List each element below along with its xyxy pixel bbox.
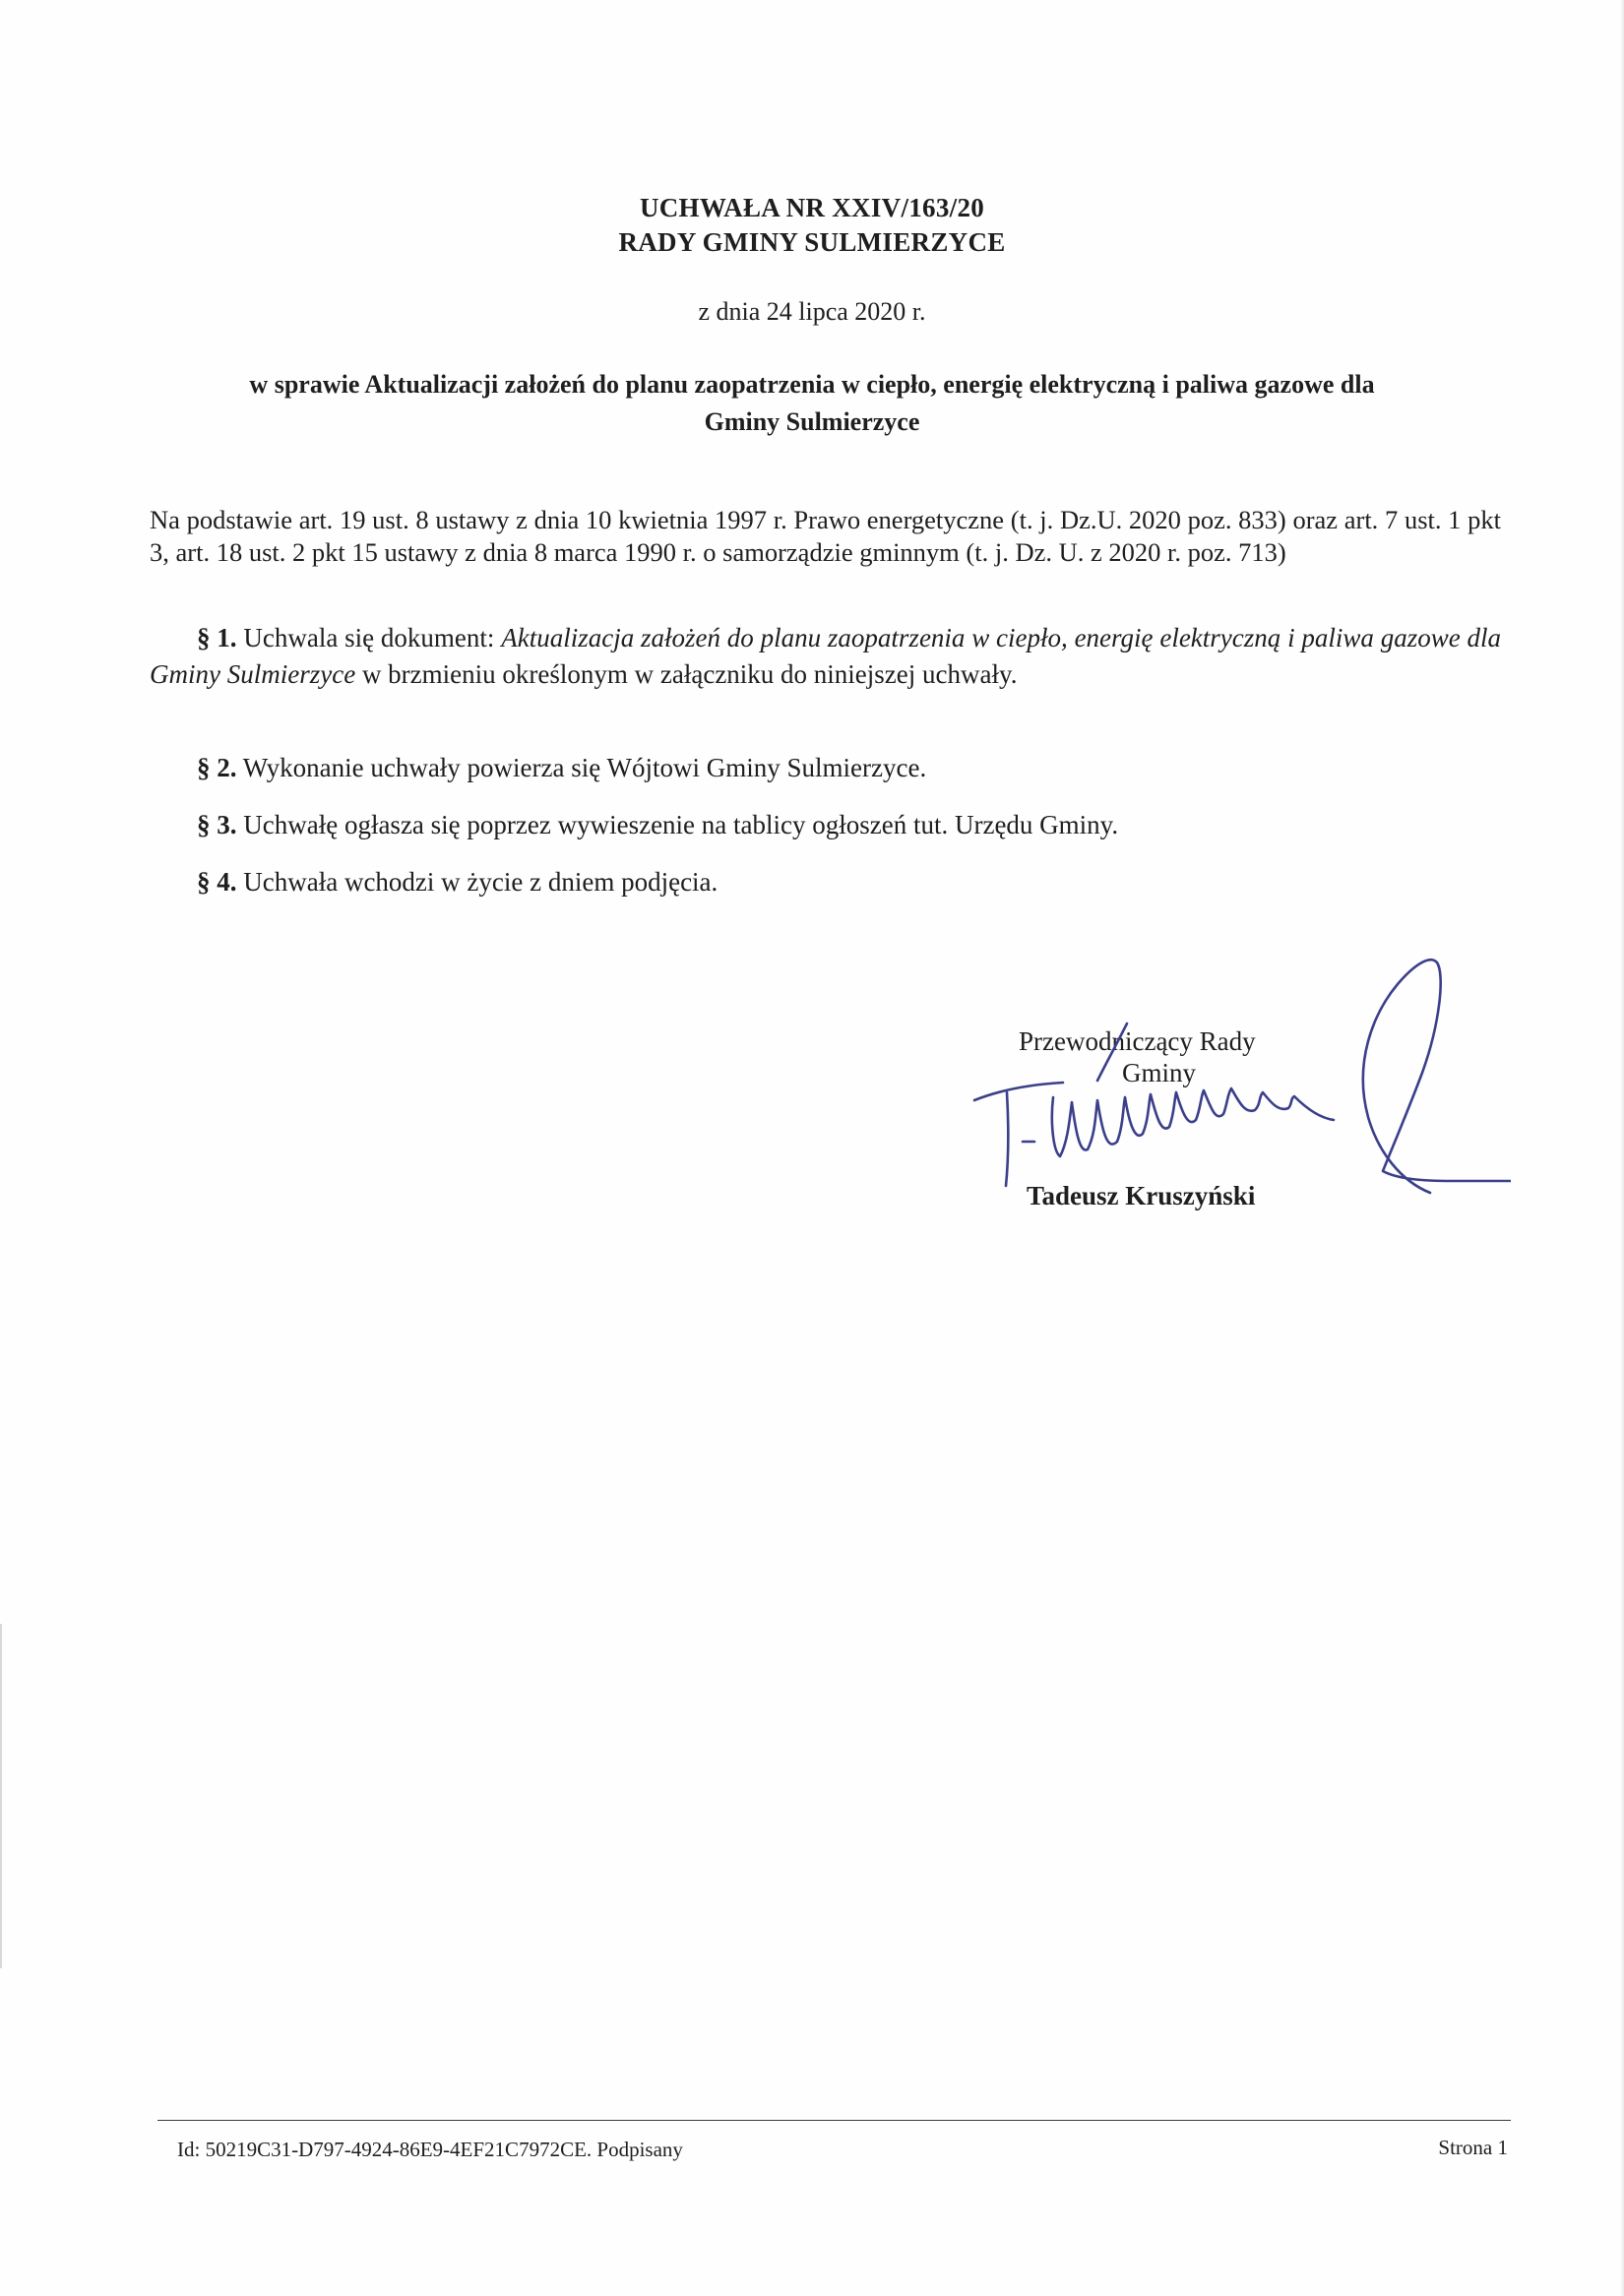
paragraph-text: Uchwałę ogłasza się poprzez wywieszenie na tablicy ogłoszeń tut. Urzędu Gminy. <box>236 810 1119 839</box>
paragraph-1 <box>150 620 1501 693</box>
paragraph-symbol: § 2. <box>197 753 237 782</box>
document-title-italic: Aktualizacja założeń do planu zaopatrzenia w ciepło, energię elektryczną i paliwa gazowe dla Gminy Sulmierzyce <box>150 623 1502 689</box>
signature-scribble <box>1052 1088 1334 1156</box>
title-line-1: UCHWAŁA NR XXIV/163/20 <box>639 193 985 222</box>
title-line-2: RADY GMINY SULMIERZYCE <box>618 227 1006 257</box>
paragraph-text: Wykonanie uchwały powierza się Wójtowi Gminy Sulmierzyce. <box>236 753 927 782</box>
subject-line-1: w sprawie Aktualizacji założeń do planu zaopatrzenia w ciepło, energię elektryczną i paliwa gazowe dla <box>249 370 1375 399</box>
signature-initial-t <box>974 1083 1063 1100</box>
paragraph-symbol: § 4. <box>197 867 237 897</box>
resolution-subject <box>157 366 1467 441</box>
paragraph-symbol: § 3. <box>197 810 237 839</box>
paragraph-text-after: w brzmieniu określonym w załączniku do niniejszej uchwały. <box>355 659 1018 689</box>
footer-divider <box>157 2120 1511 2121</box>
paragraph-text: Uchwala się dokument: <box>236 623 502 652</box>
signature-slash <box>1097 1024 1127 1081</box>
signatory-name: Tadeusz Kruszyński <box>1027 1181 1256 1210</box>
subject-line-2: Gminy Sulmierzyce <box>704 407 920 436</box>
signatory-title-line-1: Przewodniczący Rady <box>1019 1026 1256 1056</box>
resolution-date: z dnia 24 lipca 2020 r. <box>698 297 926 326</box>
paragraph-text: Uchwała wchodzi w życie z dniem podjęcia. <box>236 867 718 897</box>
signature-loop <box>1363 960 1511 1193</box>
scan-edge <box>1620 0 1624 2296</box>
scan-edge-left <box>0 1624 2 1968</box>
page-number: Strona 1 <box>1438 2136 1508 2159</box>
resolution-title <box>0 191 1624 260</box>
paragraph-2 <box>150 750 1501 786</box>
paragraph-3 <box>150 807 1501 843</box>
document-id: Id: 50219C31-D797-4924-86E9-4EF21C7972CE. Podpisany <box>177 2138 683 2161</box>
legal-basis: Na podstawie art. 19 ust. 8 ustawy z dnia 10 kwietnia 1997 r. Prawo energetyczne (t. j. Dz.U. 2020 poz. 833) oraz art. 7 ust. 1 pkt 3, art. 18 ust. 2 pkt 15 ustawy z dnia 8 marca 1990 r. o samorządzie gminnym (t. j. Dz. U. z 2020 r. poz. 713) <box>150 505 1501 567</box>
paragraph-4 <box>150 864 1501 900</box>
paragraph-symbol: § 1. <box>197 623 237 652</box>
signatory-title-line-2: Gminy <box>1122 1058 1197 1087</box>
